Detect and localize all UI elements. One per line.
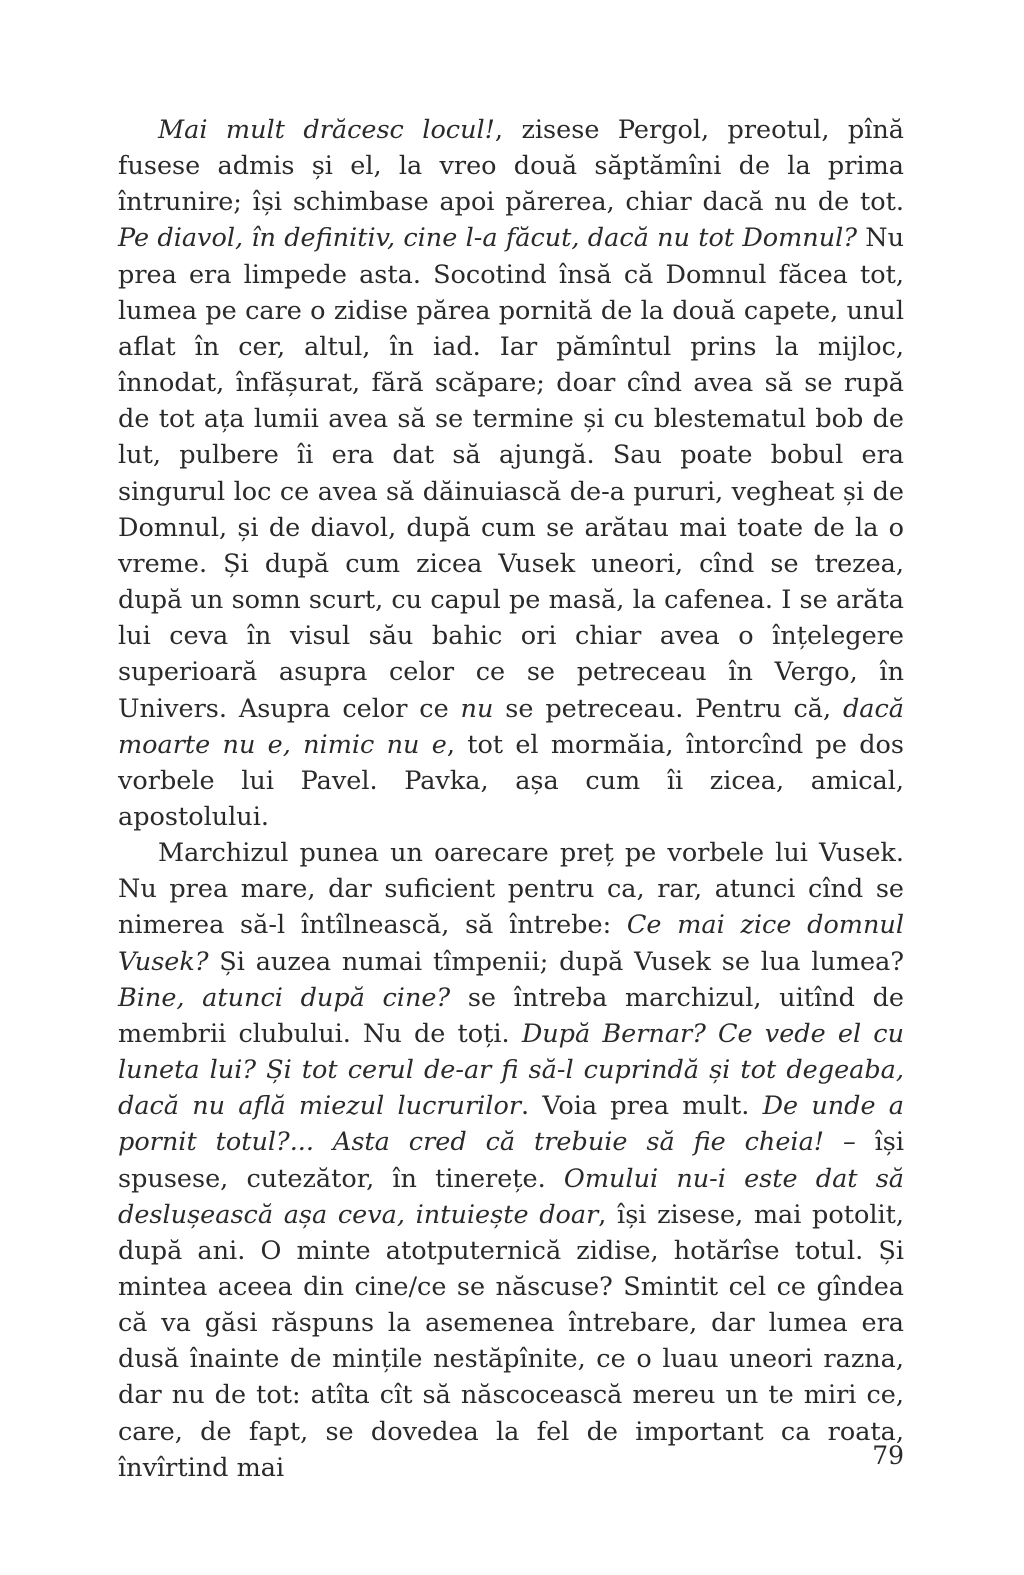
text-run: , își zisese, mai potolit, după ani. O minte atotputernică zidise, hotărîse totul. Și mintea aceea din cine/ce se născuse? Smintit cel ce gîndea că va găsi răspuns la asemenea întrebare, dar lumea era dusă înainte de mințile nestăpînite, ce o luau uneori razna, dar nu de tot: atîta cît să născocească mereu un te miri ce, care, de fapt, se dovedea la fel de important ca roata, învîrtind mai [118, 1199, 904, 1483]
text-run: se petreceau. Pentru că, [493, 693, 843, 724]
text-run: Marchizul punea un oarecare preț pe vorbele lui Vusek. Nu prea mare, dar suficient pentru ca, rar, atunci cînd se nimerea să-l întîlnească, să întrebe: [118, 838, 904, 941]
italic-text-run: Bine, atunci după cine? [118, 982, 451, 1013]
text-run: Nu prea era limpede asta. Socotind însă că Domnul făcea tot, lumea pe care o zidise părea pornită de la două capete, unul aflat în cer, altul, în iad. Iar pămîntul prins la mijloc, înnodat, înfășurat, fără scăpare; doar cînd avea să se rupă de tot ața lumii avea să se termine și cu blestematul bob de lut, pulbere îi era dat să ajungă. Sau poate bobul era singurul loc ce avea să dăinuiască de-a pururi, vegheat și de Domnul, și de diavol, după cum se arătau mai toate de la o vreme. Și după cum zicea Vusek uneori, cînd se trezea, după un somn scurt, cu capul pe masă, la cafenea. I se arăta lui ceva în visul său bahic ori chiar avea o înțelegere superioară asupra celor ce se petreceau în Vergo, în Univers. Asupra celor ce [118, 223, 905, 724]
text-run: se întreba marchizul, uitînd de membrii clubului. Nu de toți. [118, 982, 904, 1049]
body-text [118, 112, 904, 1486]
text-run: . Voia prea mult. [521, 1091, 763, 1122]
text-run: , tot el mormăia, întorcînd pe dos vorbele lui Pavel. Pavka, așa cum îi zicea, amical, apostolului. [118, 729, 904, 832]
italic-text-run: Ce mai zice domnul Vusek? [118, 910, 904, 977]
page-number: 79 [872, 1441, 904, 1470]
paragraph [118, 112, 904, 835]
italic-text-run: Pe diavol, în definitiv, cine l-a făcut, dacă nu tot Domnul? [118, 223, 857, 254]
italic-text-run: Omului nu-i este dat să deslușească așa ceva, intuiește doar [118, 1163, 904, 1230]
paragraph [118, 835, 904, 1486]
text-run: , zisese Pergol, preotul, pînă fusese admis și el, la vreo două săptămîni de la prima întrunire; își schimbase apoi părerea, chiar dacă nu de tot. [118, 115, 904, 218]
italic-text-run: Mai mult drăcesc locul! [158, 115, 495, 145]
text-run: Și auzea numai tîmpenii; după Vusek se lua lumea? [208, 946, 904, 977]
italic-text-run: dacă moarte nu e, nimic nu e [118, 693, 904, 760]
text-run: – își spusese, cutezător, în tinerețe. [118, 1127, 904, 1194]
italic-text-run: nu [460, 693, 494, 724]
italic-text-run: De unde a pornit totul?... Asta cred că trebuie să fie cheia! [118, 1091, 904, 1158]
italic-text-run: După Bernar? Ce vede el cu luneta lui? Și tot cerul de-ar fi să-l cuprindă și tot degeaba, dacă nu află miezul lucrurilor [118, 1018, 904, 1122]
